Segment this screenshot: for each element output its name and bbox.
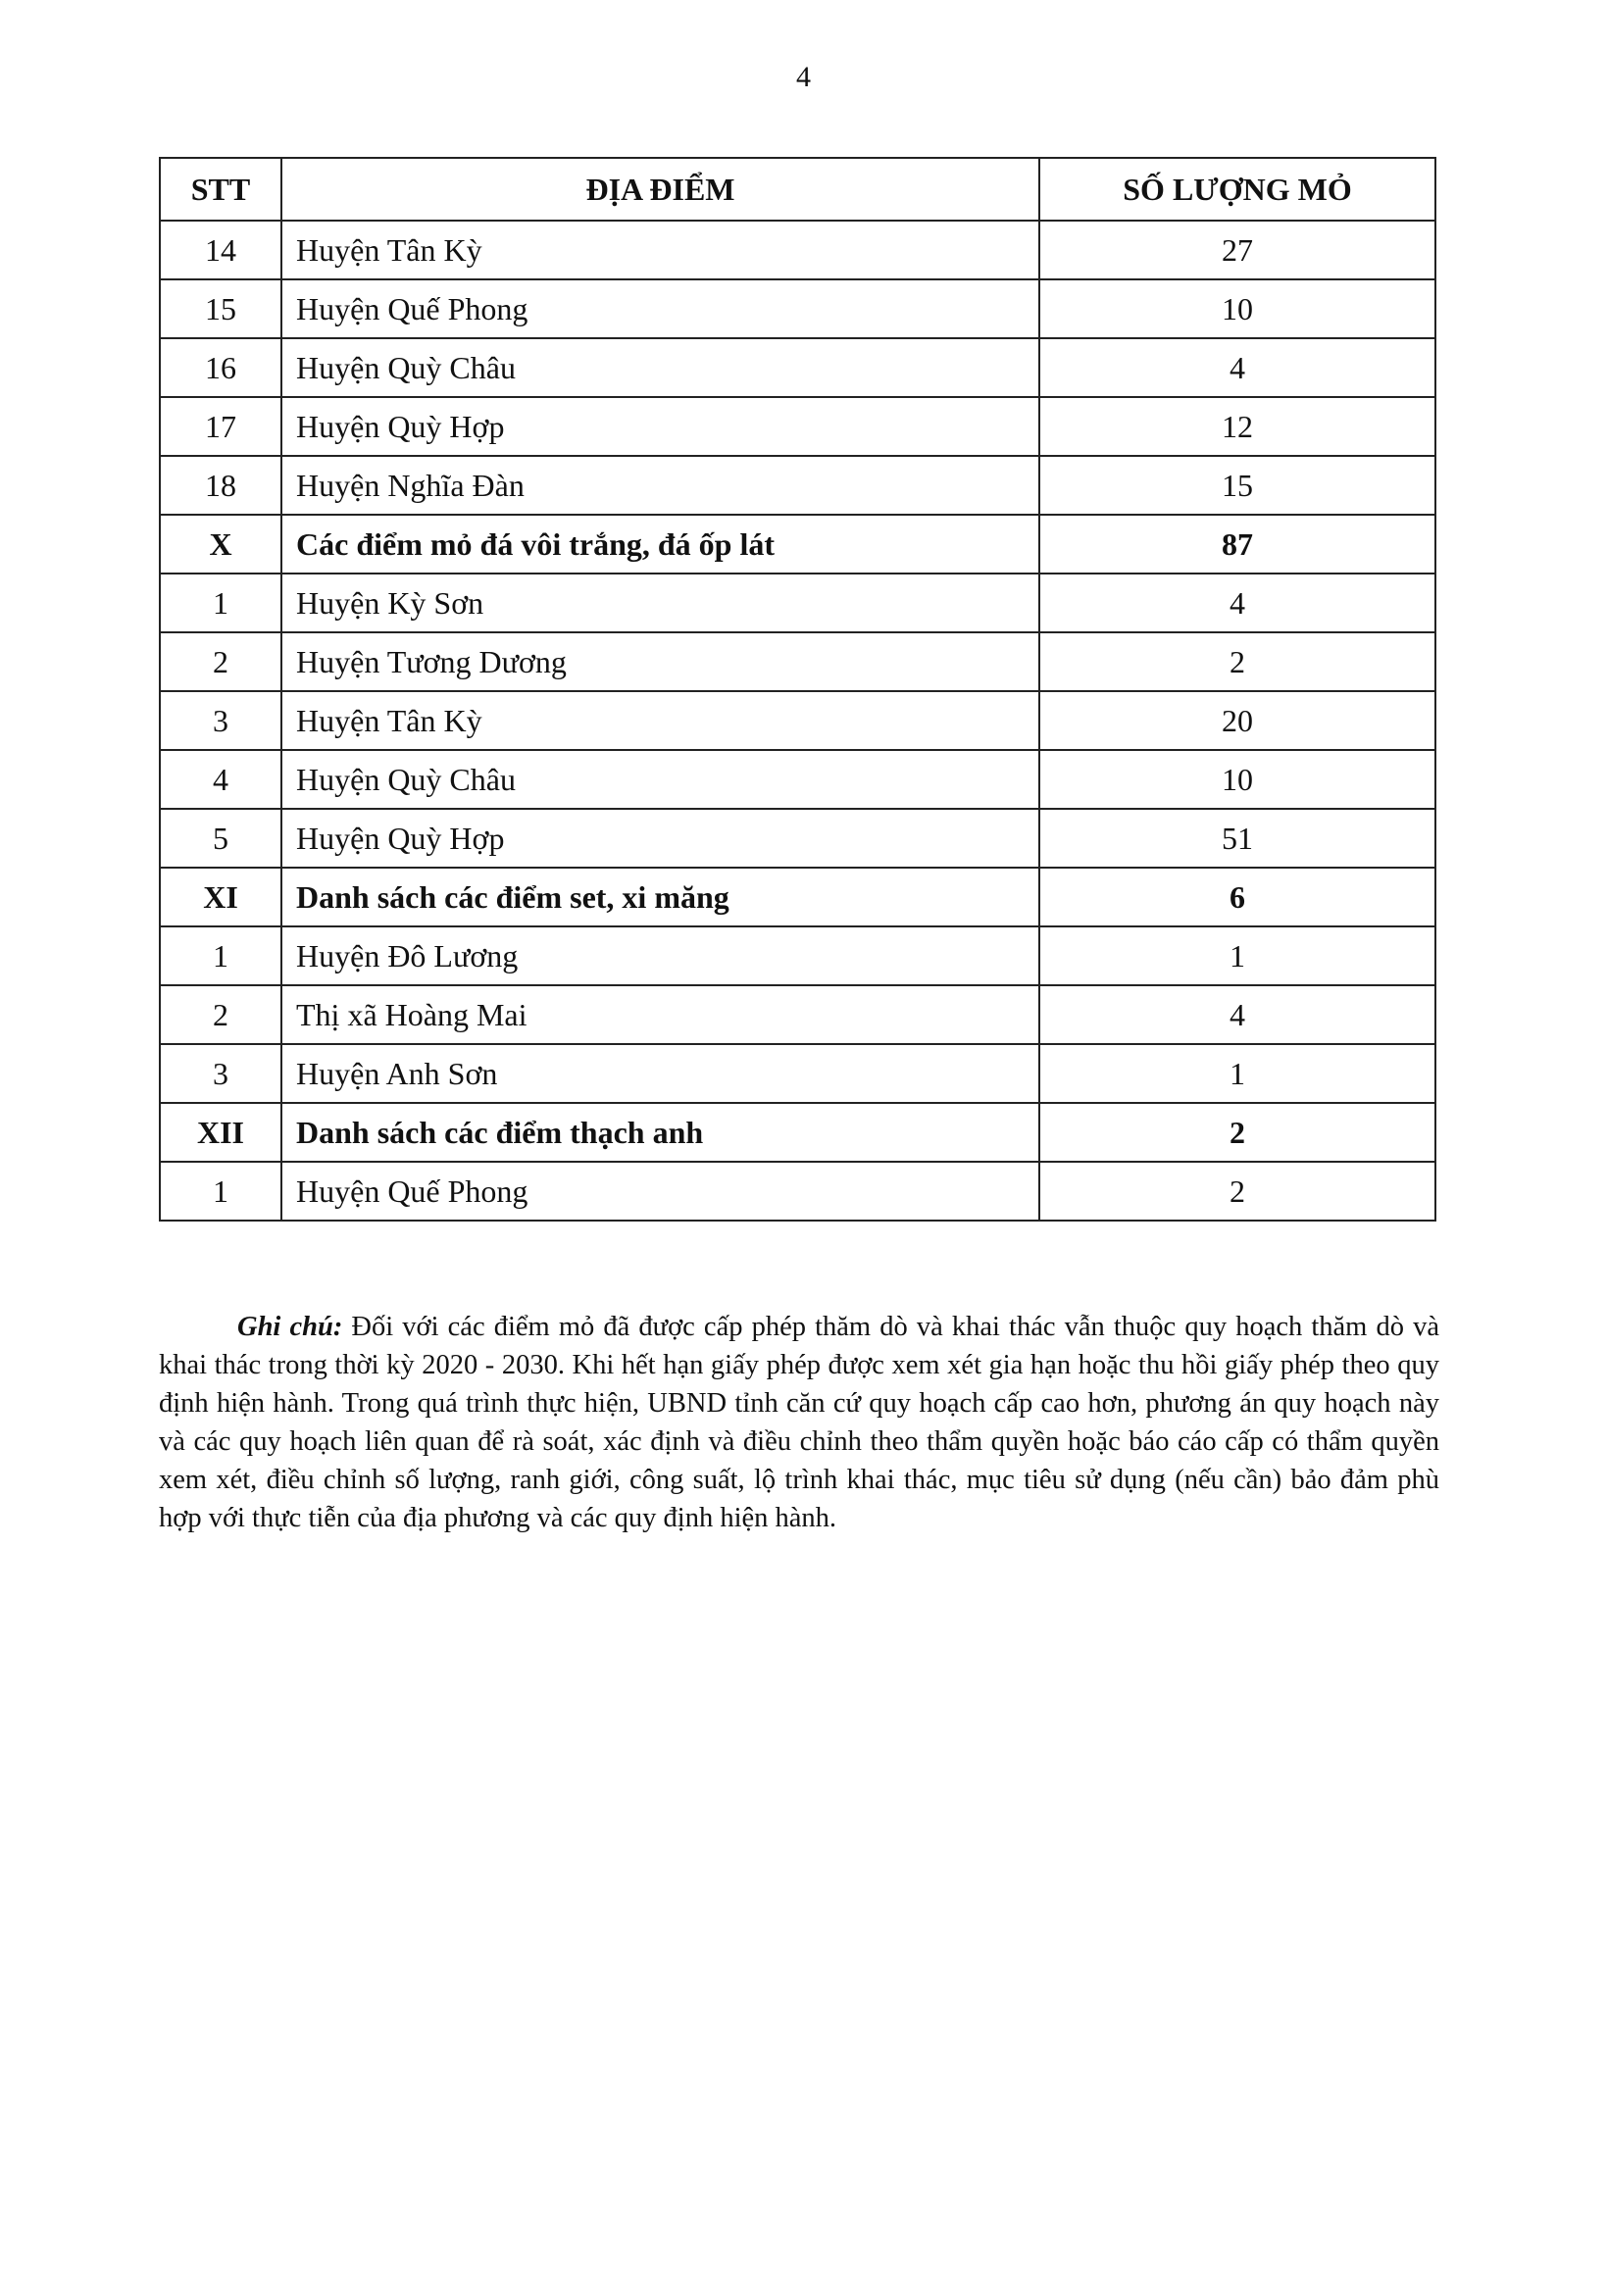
note-paragraph (159, 1308, 1439, 1537)
count-cell: 15 (1039, 456, 1435, 515)
count-cell: 20 (1039, 691, 1435, 750)
page-number: 4 (796, 61, 811, 93)
table-group-row (160, 868, 1435, 926)
location-cell: Huyện Quỳ Hợp (281, 809, 1039, 868)
table-row (160, 926, 1435, 985)
count-cell: 6 (1039, 868, 1435, 926)
location-cell: Danh sách các điểm thạch anh (281, 1103, 1039, 1162)
note-label: Ghi chú: (237, 1312, 343, 1342)
header-count: SỐ LƯỢNG MỎ (1039, 158, 1435, 221)
table-row (160, 221, 1435, 279)
location-cell: Huyện Tân Kỳ (281, 691, 1039, 750)
table-row (160, 750, 1435, 809)
count-cell: 2 (1039, 1103, 1435, 1162)
table-row (160, 279, 1435, 338)
stt-cell: 2 (160, 985, 281, 1044)
location-cell: Huyện Quỳ Châu (281, 338, 1039, 397)
count-cell: 10 (1039, 279, 1435, 338)
header-stt: STT (160, 158, 281, 221)
count-cell: 51 (1039, 809, 1435, 868)
table-row (160, 456, 1435, 515)
stt-cell: 16 (160, 338, 281, 397)
location-cell: Các điểm mỏ đá vôi trắng, đá ốp lát (281, 515, 1039, 574)
stt-cell: 2 (160, 632, 281, 691)
stt-cell: 3 (160, 691, 281, 750)
count-cell: 2 (1039, 1162, 1435, 1221)
table-row (160, 691, 1435, 750)
count-cell: 87 (1039, 515, 1435, 574)
stt-cell: 4 (160, 750, 281, 809)
count-cell: 4 (1039, 985, 1435, 1044)
location-cell: Huyện Anh Sơn (281, 1044, 1039, 1103)
table-row (160, 338, 1435, 397)
location-cell: Huyện Quế Phong (281, 279, 1039, 338)
table-row (160, 632, 1435, 691)
table-row (160, 985, 1435, 1044)
table-row (160, 397, 1435, 456)
location-cell: Huyện Tương Dương (281, 632, 1039, 691)
stt-cell: 14 (160, 221, 281, 279)
count-cell: 1 (1039, 1044, 1435, 1103)
header-location: ĐỊA ĐIỂM (281, 158, 1039, 221)
count-cell: 12 (1039, 397, 1435, 456)
location-cell: Huyện Tân Kỳ (281, 221, 1039, 279)
table-group-row (160, 1103, 1435, 1162)
stt-cell: 15 (160, 279, 281, 338)
location-cell: Huyện Quỳ Châu (281, 750, 1039, 809)
location-cell: Huyện Đô Lương (281, 926, 1039, 985)
stt-cell: 5 (160, 809, 281, 868)
table-group-row (160, 515, 1435, 574)
stt-cell: 1 (160, 926, 281, 985)
stt-cell: 1 (160, 1162, 281, 1221)
count-cell: 4 (1039, 338, 1435, 397)
count-cell: 10 (1039, 750, 1435, 809)
stt-cell: 18 (160, 456, 281, 515)
count-cell: 1 (1039, 926, 1435, 985)
stt-cell: XII (160, 1103, 281, 1162)
location-cell: Huyện Kỳ Sơn (281, 574, 1039, 632)
location-cell: Thị xã Hoàng Mai (281, 985, 1039, 1044)
stt-cell: 1 (160, 574, 281, 632)
stt-cell: 3 (160, 1044, 281, 1103)
table-row (160, 1162, 1435, 1221)
table-header-row (160, 158, 1435, 221)
location-cell: Huyện Nghĩa Đàn (281, 456, 1039, 515)
location-cell: Huyện Quế Phong (281, 1162, 1039, 1221)
count-cell: 27 (1039, 221, 1435, 279)
location-cell: Danh sách các điểm set, xi măng (281, 868, 1039, 926)
note-text: Đối với các điểm mỏ đã được cấp phép thăm dò và khai thác vẫn thuộc quy hoạch thăm dò và khai thác trong thời kỳ 2020 - 2030. Khi hết hạn giấy phép được xem xét gia hạn hoặc thu hồi giấy phép theo quy định hiện hành. Trong quá trình thực hiện, UBND tỉnh căn cứ quy hoạch cấp cao hơn, phương án quy hoạch này và các quy hoạch liên quan để rà soát, xác định và điều chỉnh theo thẩm quyền hoặc báo cáo cấp có thẩm quyền xem xét, điều chỉnh số lượng, ranh giới, công suất, lộ trình khai thác, mục tiêu sử dụng (nếu cần) bảo đảm phù hợp với thực tiễn của địa phương và các quy định hiện hành. (159, 1312, 1439, 1533)
stt-cell: XI (160, 868, 281, 926)
location-cell: Huyện Quỳ Hợp (281, 397, 1039, 456)
count-cell: 2 (1039, 632, 1435, 691)
table-row (160, 574, 1435, 632)
table-row (160, 1044, 1435, 1103)
table-body (160, 221, 1435, 1221)
count-cell: 4 (1039, 574, 1435, 632)
mine-count-table (159, 157, 1436, 1222)
stt-cell: X (160, 515, 281, 574)
stt-cell: 17 (160, 397, 281, 456)
table-row (160, 809, 1435, 868)
